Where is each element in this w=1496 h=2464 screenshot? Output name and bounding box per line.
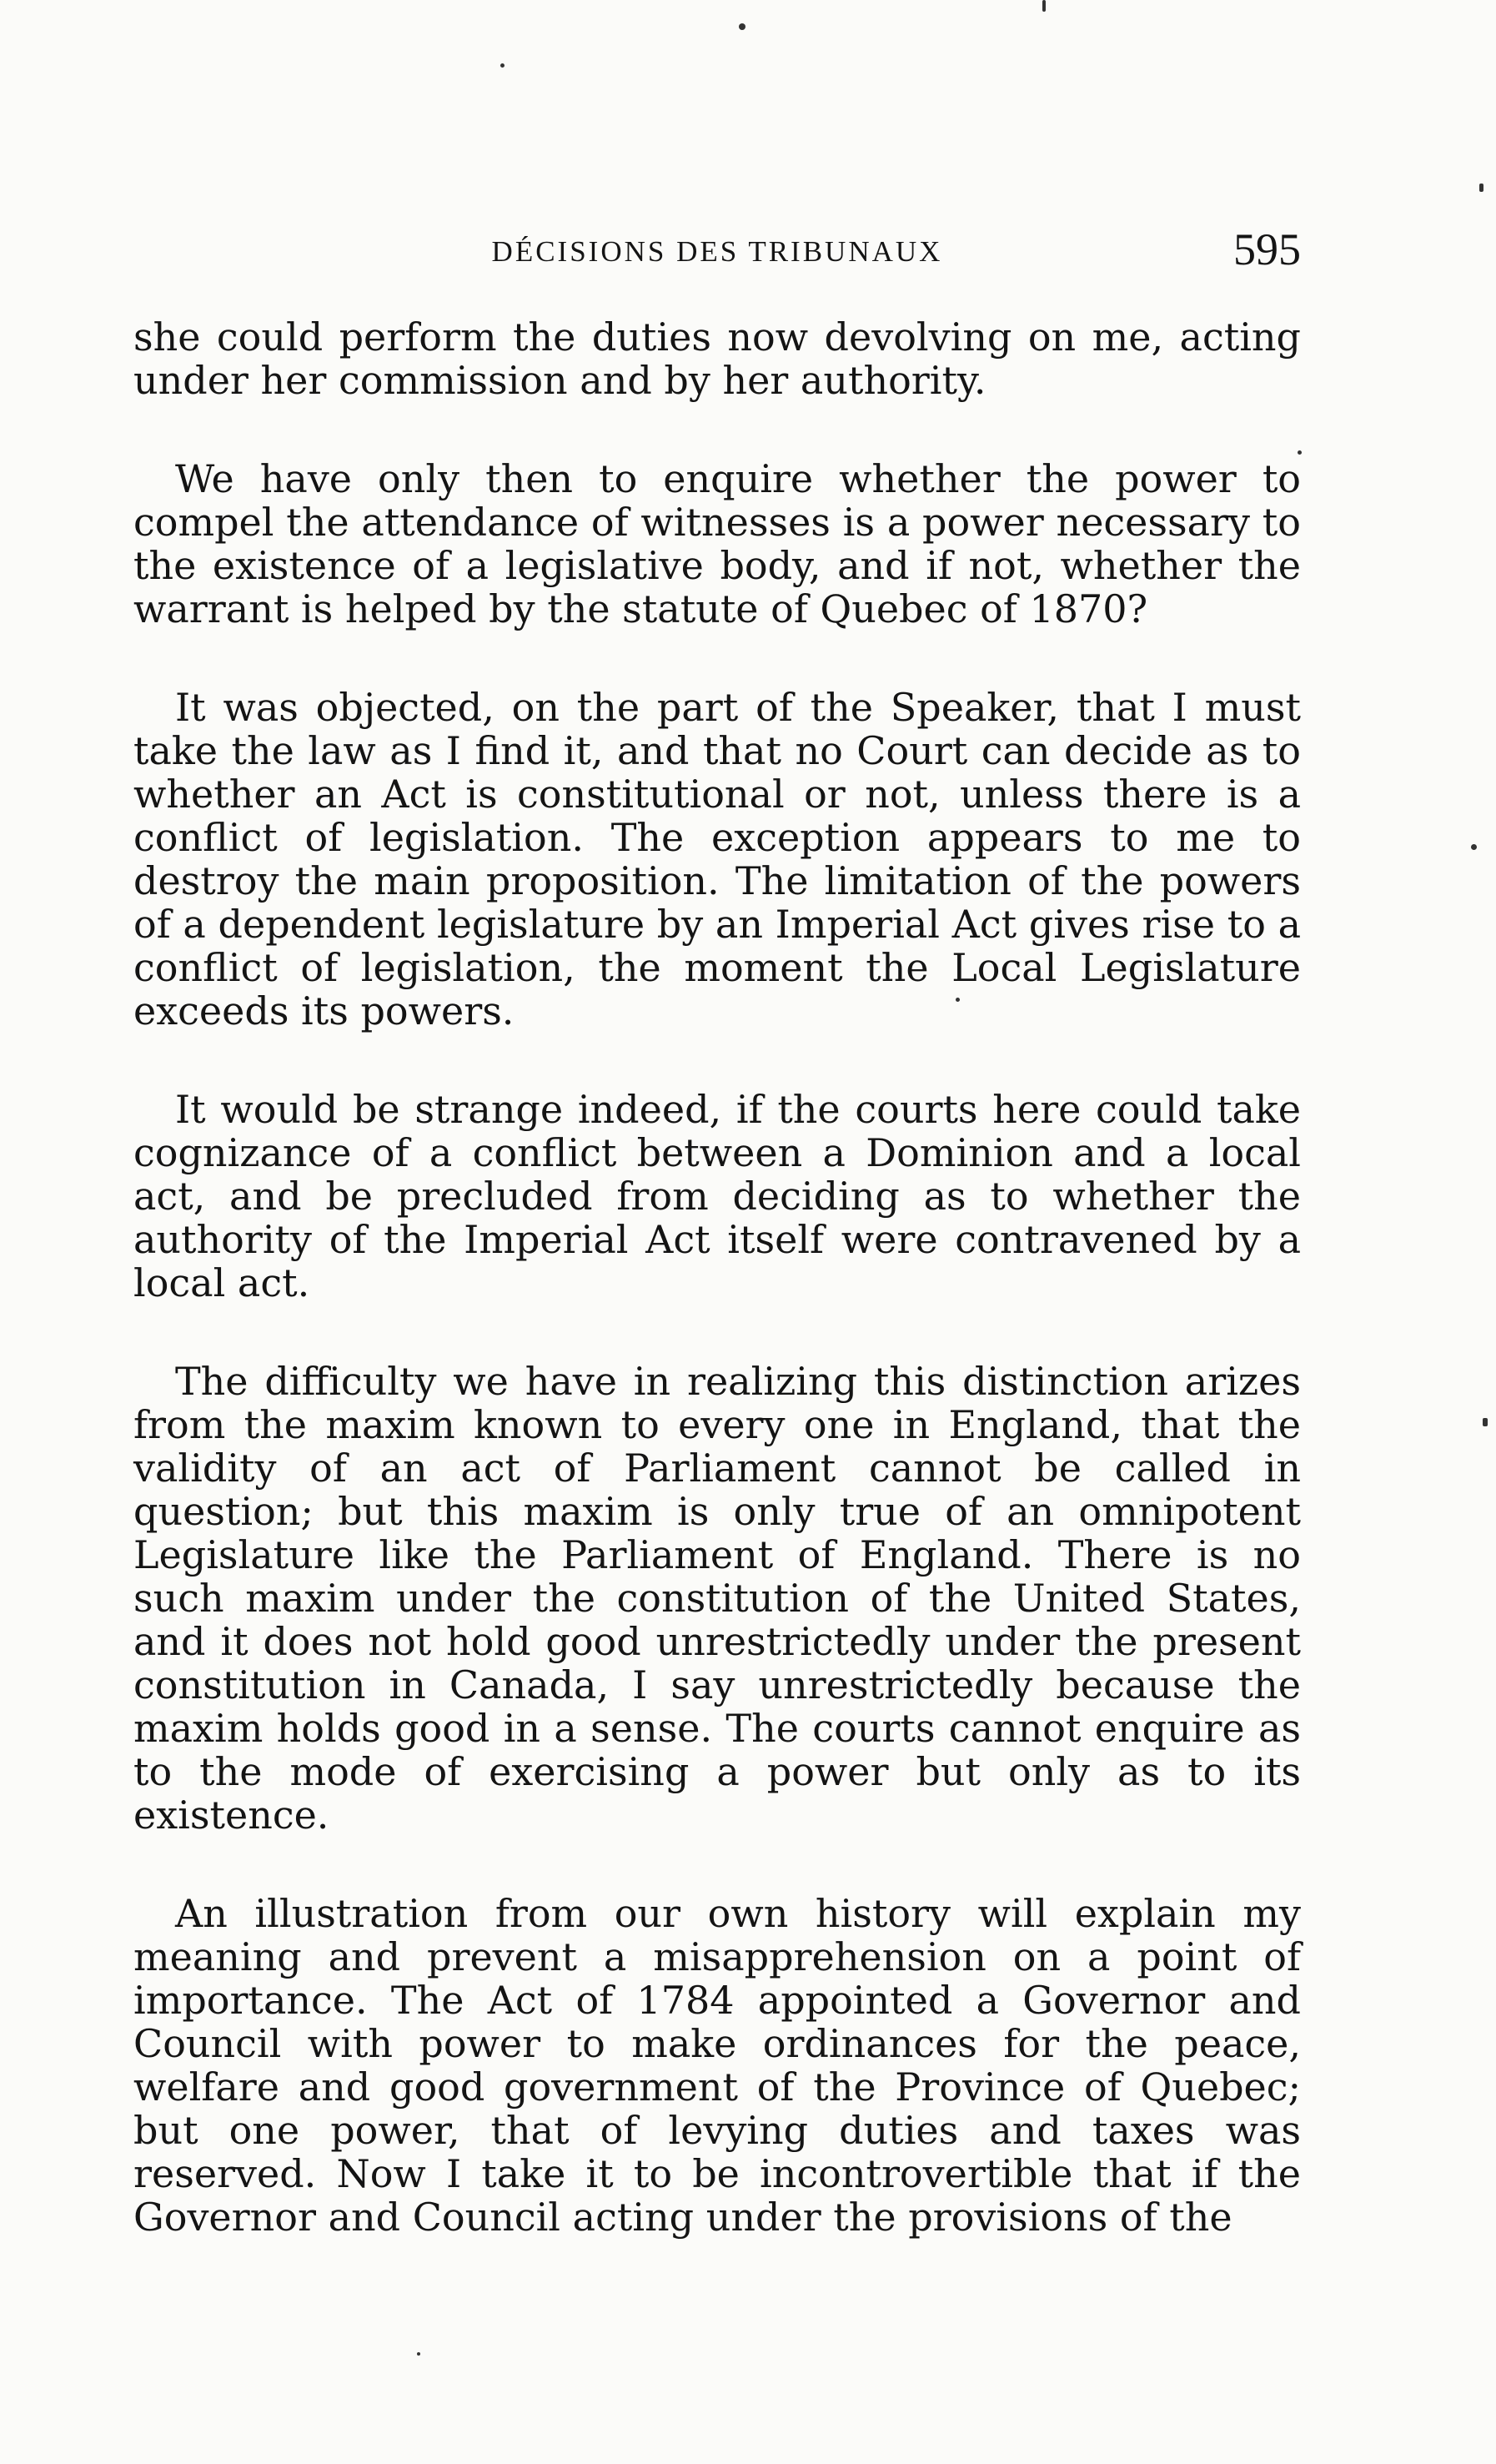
- paragraph-continuation: she could perform the duties now devolving on me, acting under her commission and by her authority.: [133, 314, 1301, 403]
- page-number: 595: [1233, 224, 1301, 274]
- scan-speck: [956, 998, 960, 1002]
- scan-speck: [500, 63, 505, 68]
- paragraph-illustration: An illustration from our own history will explain my meaning and prevent a misapprehension on a point of importance. The Act of 1784 appointed a Governor and Council with power to make ordinances for the peace, welfare and good government of the Province of Quebec; but one power, that of levying duties and taxes was reserved. Now I take it to be incontrovertible that if the Governor and Council acting under the provisions of the: [133, 1891, 1301, 2240]
- scan-speck: [1483, 1418, 1488, 1426]
- scan-speck: [417, 2352, 420, 2356]
- scan-speck: [739, 23, 745, 30]
- scan-speck: [1479, 184, 1483, 192]
- body-text: [133, 315, 1301, 2294]
- running-head: [133, 224, 1301, 282]
- scan-speck: [1471, 844, 1477, 850]
- running-title: DÉCISIONS DES TRIBUNAUX: [491, 235, 943, 268]
- paragraph-strange-indeed: It would be strange indeed, if the courts here could take cognizance of a conflict between a Dominion and a local act, and be precluded from deciding as to whether the authority of the Imperial Act itself were contravened by a local act.: [133, 1087, 1301, 1305]
- paragraph-objection: It was objected, on the part of the Speaker, that I must take the law as I find it, and that no Court can decide as to whether an Act is constitutional or not, unless there is a conflict of legislation. The exception appears to me to destroy the main proposition. The limitation of the powers of a dependent legislature by an Imperial Act gives rise to a conflict of legislation, the moment the Local Legislature exceeds its powers.: [133, 685, 1301, 1033]
- paragraph-enquiry: We have only then to enquire whether the power to compel the attendance of witnesses is a power necessary to the existence of a legislative body, and if not, whether the warrant is helped by the statute of Quebec of 1870?: [133, 456, 1301, 631]
- scan-speck: [1298, 450, 1302, 455]
- scan-speck: [1042, 0, 1046, 12]
- paragraph-difficulty: The difficulty we have in realizing this distinction arizes from the maxim known to every one in England, that the validity of an act of Parliament cannot be called in question; but this maxim is only true of an omnipotent Legislature like the Parliament of England. There is no such maxim under the constitution of the United States, and it does not hold good unrestrictedly under the present constitution in Canada, I say unrestrictedly because the maxim holds good in a sense. The courts cannot enquire as to the mode of exercising a power but only as to its existence.: [133, 1359, 1301, 1838]
